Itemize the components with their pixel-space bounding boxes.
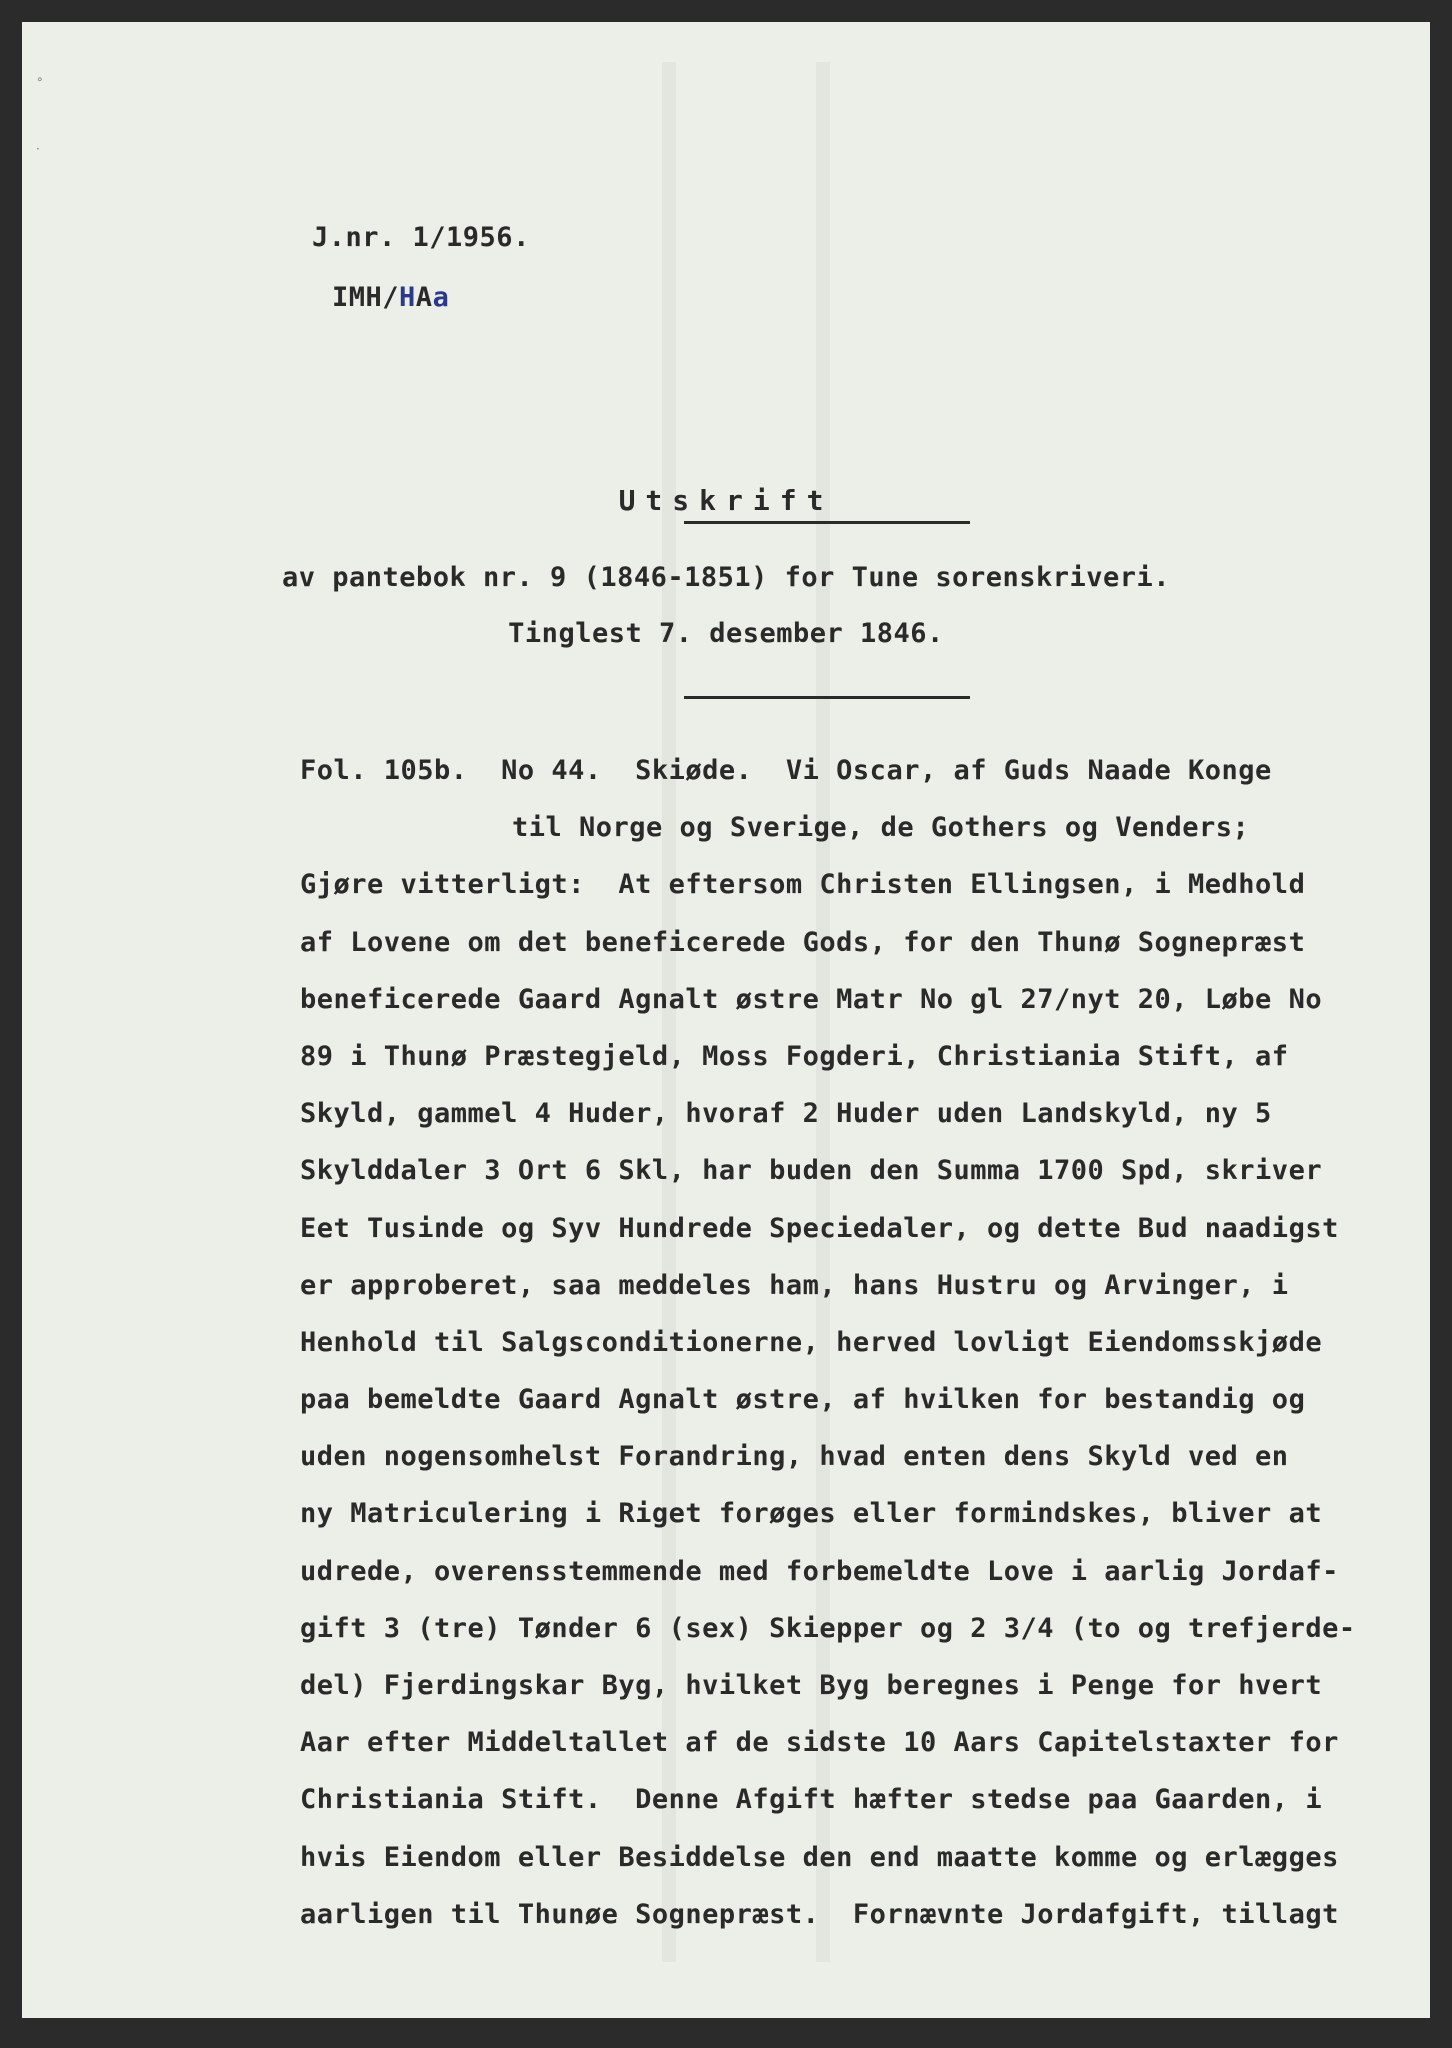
body-line: Skyld, gammel 4 Huder, hvoraf 2 Huder uden Landskyld, ny 5 (300, 1098, 1272, 1130)
body-line: Christiania Stift. Denne Afgift hæfter stedse paa Gaarden, i (300, 1784, 1323, 1816)
pen-correction: a (432, 282, 450, 313)
body-line: uden nogensomhelst Forandring, hvad enten dens Skyld ved en (300, 1441, 1289, 1473)
body-line: aarligen til Thunøe Sognepræst. Fornævnte Jordafgift, tillagt (300, 1898, 1339, 1930)
body-line: Henhold til Salgsconditionerne, herved lovligt Eiendomsskjøde (300, 1326, 1323, 1358)
body-line: Fol. 105b. No 44. Skiøde. Vi Oscar, af Guds Naade Konge (300, 755, 1272, 786)
body-line: Eet Tusinde og Syv Hundrede Speciedaler, og dette Bud naadigst (300, 1212, 1339, 1244)
body-line: gift 3 (tre) Tønder 6 (sex) Skiepper og 2 3/4 (to og trefjerde- (300, 1612, 1356, 1644)
body-line: er approberet, saa meddeles ham, hans Hustru og Arvinger, i (300, 1269, 1289, 1301)
body-line: til Norge og Sverige, de Gothers og Venders; (512, 812, 1250, 844)
document-body (300, 742, 1356, 1943)
margin-mark: ∘ (36, 72, 44, 86)
document-page (22, 22, 1430, 2018)
body-line: af Lovene om det beneficerede Gods, for den Thunø Sognepræst (300, 926, 1306, 958)
document-title: Utskrift (618, 484, 834, 517)
body-line: del) Fjerdingskar Byg, hvilket Byg beregnes i Penge for hvert (300, 1670, 1323, 1701)
body-line: beneficerede Gaard Agnalt østre Matr No gl 27/nyt 20, Løbe No (300, 983, 1323, 1015)
margin-mark: · (36, 142, 40, 156)
body-line: Skylddaler 3 Ort 6 Skl, har buden den Summa 1700 Spd, skriver (300, 1155, 1323, 1187)
body-line: Gjøre vitterligt: At eftersom Christen Ellingsen, i Medhold (300, 869, 1306, 901)
section-divider (684, 696, 970, 699)
body-line: Aar efter Middeltallet af de sidste 10 Aars Capitelstaxter for (300, 1727, 1339, 1759)
body-line: udrede, overensstemmende med forbemeldte Love i aarlig Jordaf- (300, 1555, 1339, 1587)
body-line: ny Matriculering i Riget forøges eller formindskes, bliver at (300, 1498, 1323, 1530)
body-line: hvis Eiendom eller Besiddelse den end maatte komme og erlægges (300, 1841, 1339, 1873)
journal-reference: J.nr. 1/1956. (312, 222, 530, 253)
initials: IMH/HAa (332, 282, 450, 313)
body-line: 89 i Thunø Præstegjeld, Moss Fogderi, Christiania Stift, af (300, 1040, 1289, 1072)
subtitle-date: Tinglest 7. desember 1846. (508, 618, 944, 649)
pen-correction: H (399, 282, 416, 313)
title-underline (684, 521, 970, 524)
subtitle-source: av pantebok nr. 9 (1846-1851) for Tune sorenskriveri. (281, 562, 1171, 593)
body-line: paa bemeldte Gaard Agnalt østre, af hvilken for bestandig og (300, 1384, 1306, 1416)
